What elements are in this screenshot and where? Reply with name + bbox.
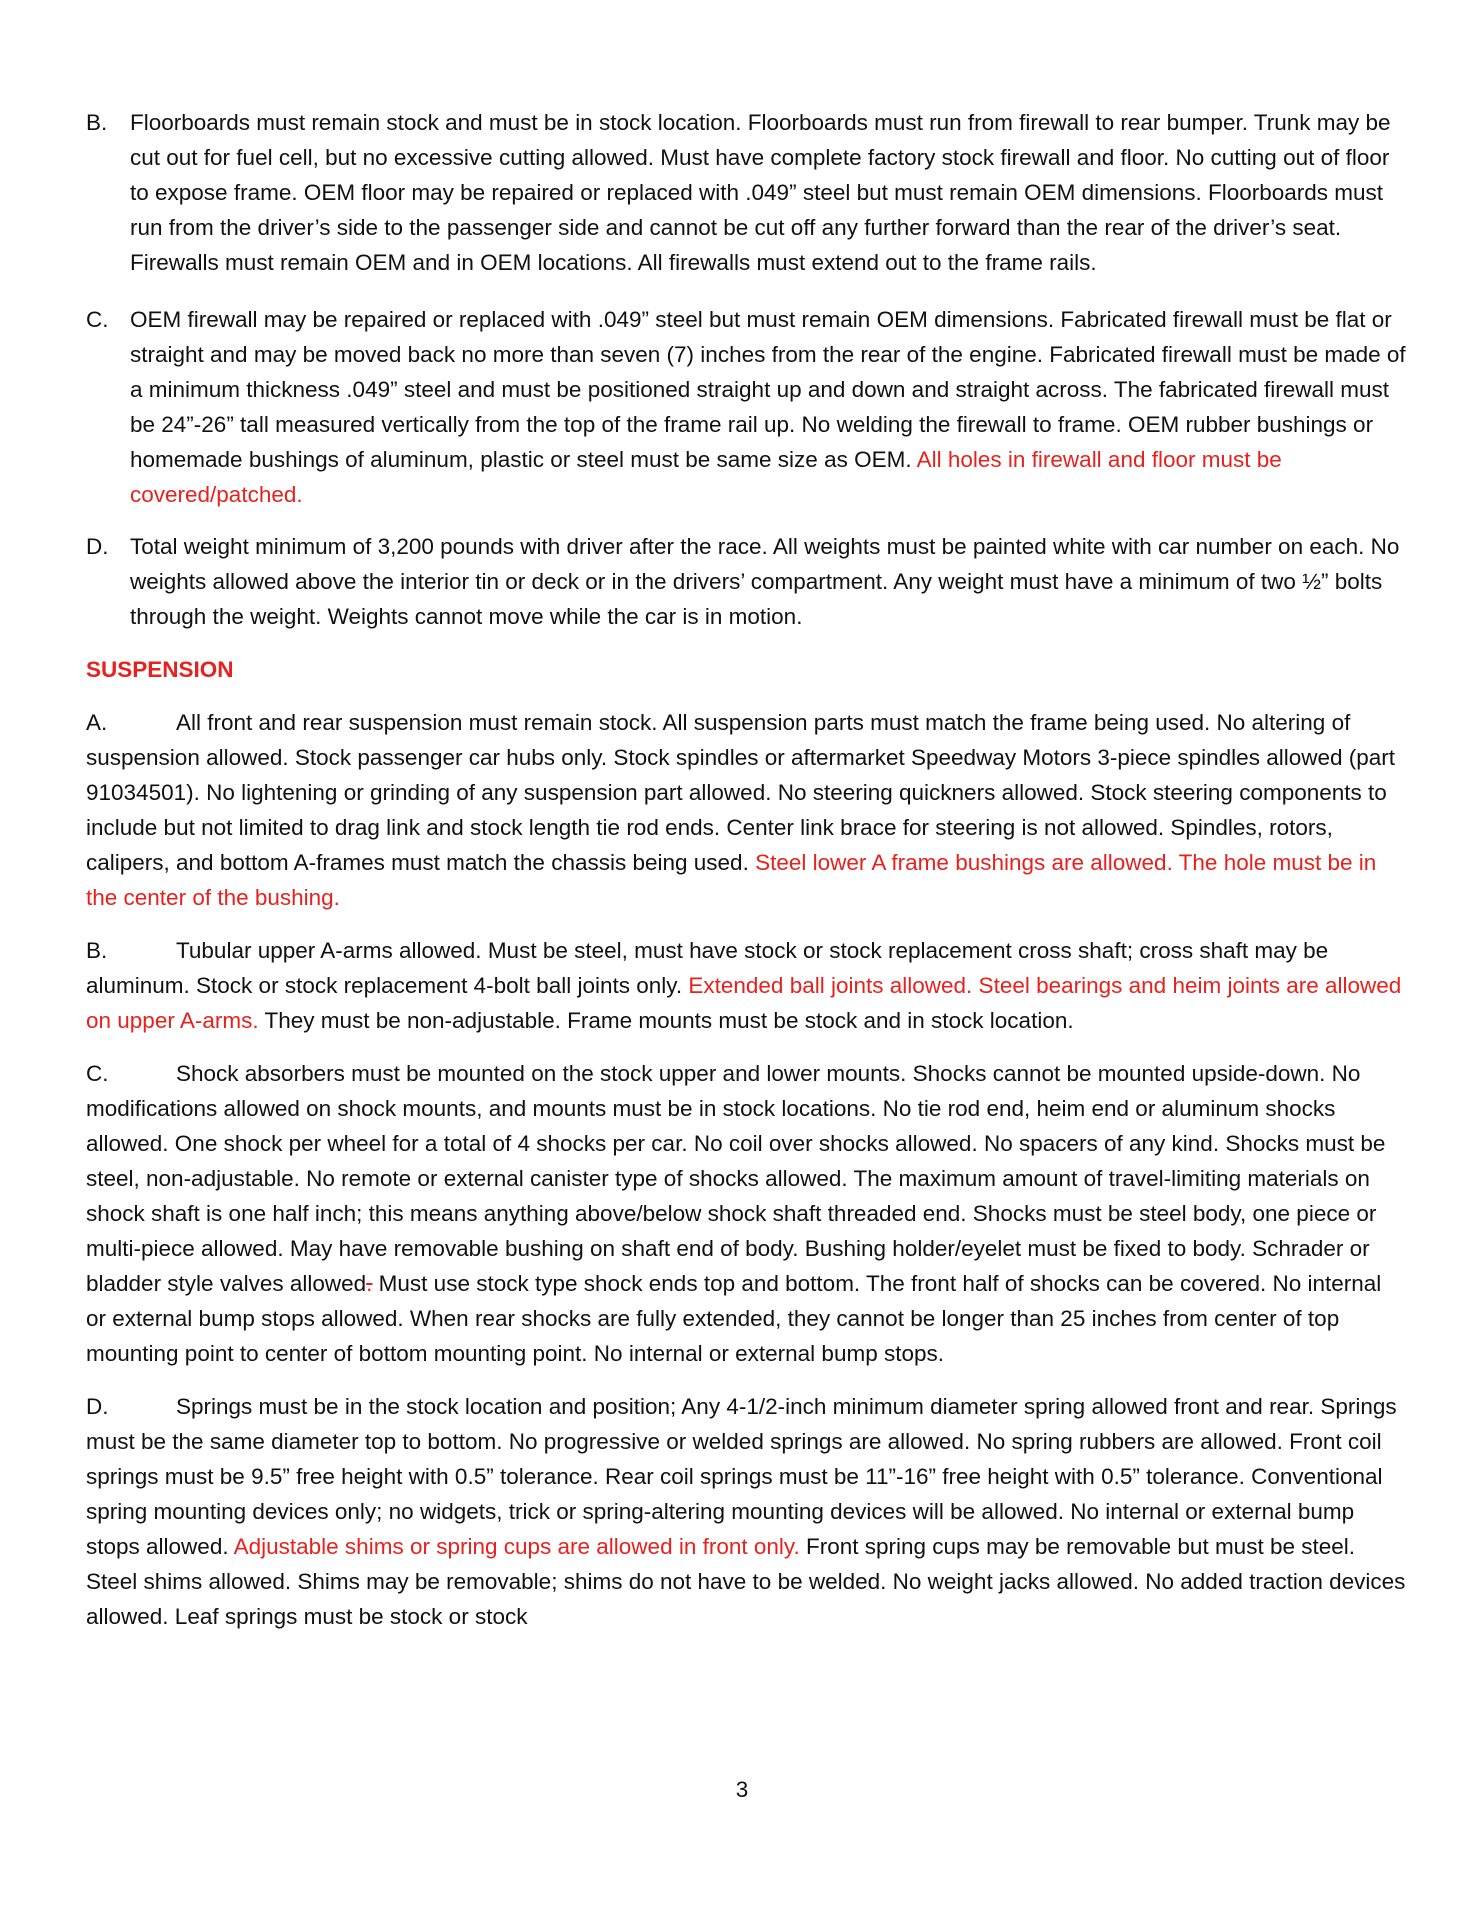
item-letter: B. <box>86 110 108 135</box>
page-number: 3 <box>735 1777 749 1802</box>
rule-floorboards <box>86 105 1406 280</box>
item-text-continued: Front spring cups may be removable but must be steel. Steel shims allowed. Shims may be removable; shims do not have to be welded. No weight jacks allowed. No added traction devices allowed. Leaf springs must be stock or stock <box>86 1534 1406 1629</box>
item-text-continued: Must use stock type shock ends top and bottom. The front half of shocks can be covered. No internal or external bump stops allowed. When rear shocks are fully extended, they cannot be longer than 25 inches from center of top mounting point to center of bottom mounting point. No internal or external bump stops. <box>86 1271 1382 1366</box>
item-letter: C. <box>86 307 109 332</box>
item-text-continued: They must be non-adjustable. Frame mounts must be stock and in stock location. <box>264 1008 1074 1033</box>
rule-upper-a-arms <box>86 933 1406 1038</box>
item-letter: D. <box>86 534 109 559</box>
rule-firewall <box>86 302 1406 512</box>
item-letter: A. <box>86 710 108 735</box>
item-text: Shock absorbers must be mounted on the stock upper and lower mounts. Shocks cannot be mounted upside-down. No modifications allowed on shock mounts, and mounts must be in stock locations. No tie rod end, heim end or aluminum shocks allowed. One shock per wheel for a total of 4 shocks per car. No coil over shocks allowed. No spacers of any kind. Shocks must be steel, non-adjustable. No remote or external canister type of shocks allowed. The maximum amount of travel-limiting materials on shock shaft is one half inch; this means anything above/below shock shaft threaded end. Shocks must be steel body, one piece or multi-piece allowed. May have removable bushing on shaft end of body. Bushing holder/eyelet must be fixed to body. Schrader or bladder style valves allowed <box>86 1061 1386 1296</box>
item-text-highlight: All holes in firewall and floor must be covered/patched. <box>130 447 1282 507</box>
page-content <box>86 105 1406 1634</box>
item-text: All front and rear suspension must remain stock. All suspension parts must match the frame being used. No altering of suspension allowed. Stock passenger car hubs only. Stock spindles or aftermarket Speedway Motors 3-piece spindles allowed (part 91034501). No lightening or grinding of any suspension part allowed. No steering quickners allowed. Stock steering components to include but not limited to drag link and stock length tie rod ends. Center link brace for steering is not allowed. Spindles, rotors, calipers, and bottom A-frames must match the chassis being used. <box>86 710 1396 875</box>
item-text-highlight: Steel lower A frame bushings are allowed. The hole must be in the center of the bushing. <box>86 850 1377 910</box>
item-letter: B. <box>86 938 108 963</box>
item-text: Floorboards must remain stock and must be in stock location. Floorboards must run from firewall to rear bumper. Trunk may be cut out for fuel cell, but no excessive cutting allowed. Must have complete factory stock firewall and floor. No cutting out of floor to expose frame. OEM floor may be repaired or replaced with .049” steel but must remain OEM dimensions. Floorboards must run from the driver’s side to the passenger side and cannot be cut off any further forward than the rear of the driver’s seat. Firewalls must remain OEM and in OEM locations. All firewalls must extend out to the frame rails. <box>130 110 1391 275</box>
item-letter: C. <box>86 1061 109 1086</box>
struck-punctuation: . <box>366 1271 373 1296</box>
rule-springs <box>86 1389 1406 1634</box>
item-text: Springs must be in the stock location and position; Any 4-1/2-inch minimum diameter spring allowed front and rear. Springs must be the same diameter top to bottom. No progressive or welded springs are allowed. No spring rubbers are allowed. Front coil springs must be 9.5” free height with 0.5” tolerance. Rear coil springs must be 11”-16” free height with 0.5” tolerance. Conventional spring mounting devices only; no widgets, trick or spring-altering mounting devices will be allowed. No internal or external bump stops allowed. <box>86 1394 1397 1559</box>
item-text-highlight: Adjustable shims or spring cups are allowed in front only. <box>233 1534 800 1559</box>
item-text-highlight: Extended ball joints allowed. Steel bearings and heim joints are allowed on upper A-arms. <box>86 973 1402 1033</box>
item-text: Total weight minimum of 3,200 pounds with driver after the race. All weights must be painted white with car number on each. No weights allowed above the interior tin or deck or in the drivers’ compartment. Any weight must have a minimum of two ½” bolts through the weight. Weights cannot move while the car is in motion. <box>130 534 1400 629</box>
section-heading-suspension: SUSPENSION <box>86 657 234 682</box>
rule-suspension-stock <box>86 705 1406 915</box>
item-text: OEM firewall may be repaired or replaced with .049” steel but must remain OEM dimensions. Fabricated firewall must be flat or straight and may be moved back no more than seven (7) inches from the rear of the engine. Fabricated firewall must be made of a minimum thickness .049” steel and must be positioned straight up and down and straight across. The fabricated firewall must be 24”-26” tall measured vertically from the top of the frame rail up. No welding the firewall to frame. OEM rubber bushings or homemade bushings of aluminum, plastic or steel must be same size as OEM. <box>130 307 1406 472</box>
rule-shock-absorbers <box>86 1056 1406 1371</box>
rule-weight <box>86 529 1406 634</box>
item-letter: D. <box>86 1394 109 1419</box>
item-text: Tubular upper A-arms allowed. Must be steel, must have stock or stock replacement cross shaft; cross shaft may be aluminum. Stock or stock replacement 4-bolt ball joints only. <box>86 938 1329 998</box>
